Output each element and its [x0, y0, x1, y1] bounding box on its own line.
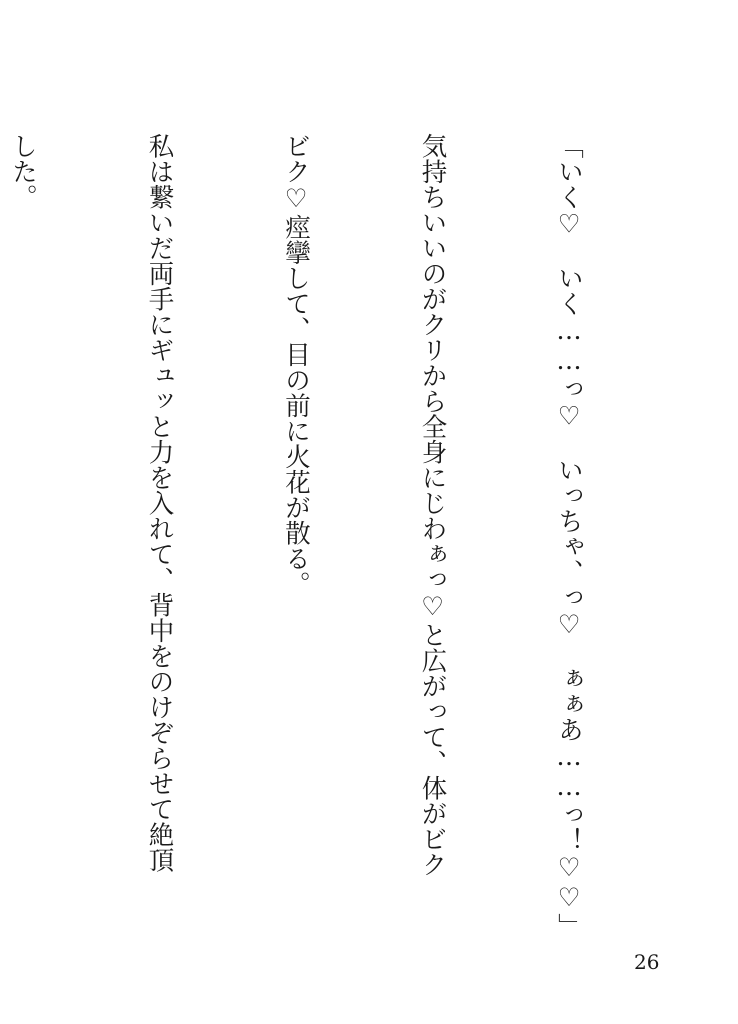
- page-number: 26: [634, 950, 660, 974]
- vertical-body-text: [8, 133, 682, 939]
- text-line: した。: [8, 133, 38, 210]
- text-line: 「いく♡ いく……っ♡ いっちゃ、っ♡ ぁぁあ……っ！♡♡」: [554, 133, 584, 939]
- text-line: ビク♡痙攣して、目の前に火花が散る。: [281, 133, 311, 597]
- text-line: 気持ちいいのがクリから全身にじわぁっ♡と広がって、体がビク: [417, 133, 448, 877]
- text-line: 私は繋いだ両手にギュッと力を入れて、背中をのけぞらせて絶頂: [144, 133, 175, 873]
